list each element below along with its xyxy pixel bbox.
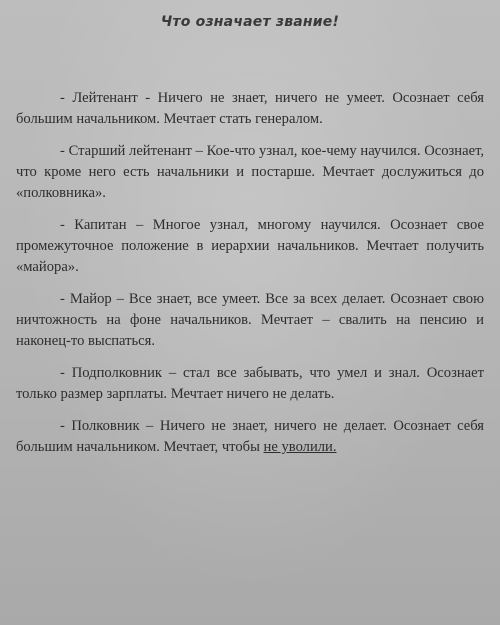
- rank-list: [16, 88, 484, 458]
- rank-text: - Старший лейтенант – Кое-что узнал, кое-чему научился. Осознает, что кроме него есть начальники и постарше. Мечтает дослужиться до «полковника».: [16, 143, 484, 201]
- rank-paragraph-lieutenant-colonel: [16, 363, 484, 405]
- rank-paragraph-senior-lieutenant: [16, 141, 484, 204]
- page-title: Что означает звание!: [160, 14, 340, 30]
- rank-text: - Полковник – Ничего не знает, ничего не делает. Осознает себя большим начальником. Мечтает, чтобы: [16, 418, 484, 455]
- rank-text: - Майор – Все знает, все умеет. Все за всех делает. Осознает свою ничтожность на фоне начальников. Мечтает – свалить на пенсию и наконец-то выспаться.: [16, 291, 484, 349]
- rank-paragraph-major: [16, 289, 484, 352]
- rank-text: - Капитан – Многое узнал, многому научился. Осознает свое промежуточное положение в иерархии начальников. Мечтает получить «майора».: [16, 217, 484, 275]
- rank-paragraph-colonel: [16, 416, 484, 458]
- rank-text: - Подполковник – стал все забывать, что умел и знал. Осознает только размер зарплаты. Мечтает ничего не делать.: [16, 365, 484, 402]
- rank-paragraph-lieutenant: [16, 88, 484, 130]
- rank-paragraph-captain: [16, 215, 484, 278]
- rank-text-ending: не уволили.: [263, 439, 337, 455]
- rank-text: - Лейтенант - Ничего не знает, ничего не умеет. Осознает себя большим начальником. Мечтает стать генералом.: [16, 90, 484, 127]
